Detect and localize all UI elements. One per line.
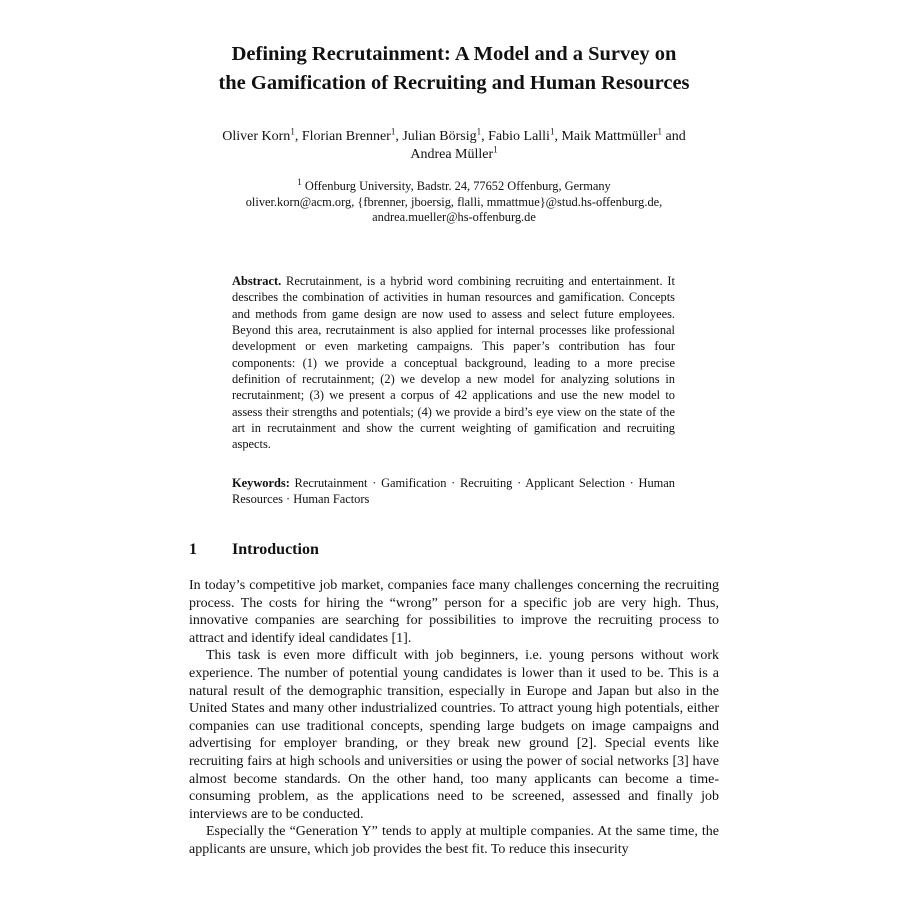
affiliation-institution: $^1$ Offenburg University, Badstr. 24, 77652 Offenburg, Germany: [297, 176, 611, 193]
author-list: [150, 128, 758, 164]
author-line-2: [150, 146, 758, 164]
author-name: Oliver Korn: [222, 129, 291, 144]
keywords-label: Keywords:: [232, 476, 290, 490]
abstract-text: Recrutainment, is a hybrid word combining recruiting and entertainment. It describes the combination of activities in human resources and gamification. Concepts and methods from game design are now used to assess and select future employees. Beyond this area, recrutainment is also applied for internal processes like professional development or even marketing campaigns. This paper’s contribution has four components: (1) we provide a conceptual background, leading to a more precise definition of recrutainment; (2) we develop a new model for analyzing solutions in recrutainment; (3) we present a corpus of 42 applications and use the new model to assess their strengths and potentials; (4) we provide a bird’s eye view on the state of the art in recrutainment and show the current weighting of gamification and recruiting aspects.: [232, 274, 675, 452]
affiliation-emails-1: oliver.korn@acm.org, {fbrenner, jboersig, flalli, mmattmue}@stud.hs-offenburg.de,: [245, 194, 663, 209]
body-paragraph-1: In today’s competitive job market, companies face many challenges concerning the recruiting process. The costs for hiring the “wrong” person for a specific job are very high. Thus, innovative companies are searching for possibilities to improve the recruiting process to attract and identify ideal candidates [1].: [189, 578, 719, 646]
author-name: Fabio Lalli: [488, 129, 550, 144]
paper-title-line-1: Defining Recrutainment: A Model and a Survey on: [231, 43, 677, 65]
author-name: Julian Börsig: [402, 129, 477, 144]
author-name: Andrea Müller: [410, 147, 494, 162]
keywords-text: Recrutainment · Gamification · Recruiting · Applicant Selection · Human Resources · Human Factors: [232, 476, 675, 507]
keywords-paragraph: [232, 475, 675, 508]
abstract: [232, 273, 675, 453]
keywords: [232, 475, 675, 508]
paper-title: [150, 40, 758, 98]
author-name: Florian Brenner: [301, 129, 391, 144]
section-heading: [189, 540, 319, 560]
affiliation-marker: 1: [493, 144, 498, 155]
section-number: 1: [189, 541, 197, 558]
affiliation-marker: 1: [390, 126, 396, 137]
affiliation-emails-2: andrea.mueller@hs-offenburg.de: [372, 210, 536, 224]
affiliation-marker: 1: [290, 126, 295, 137]
body-text: [189, 577, 719, 859]
body-paragraph-2: This task is even more difficult with job beginners, i.e. young persons without work experience. The number of potential young candidates is lower than it used to be. This is a natural result of the demographic transition, especially in Europe and Japan but also in the United States and many other industrialized countries. To attract young high potentials, either companies can use traditional concepts, spending large budgets on image campaigns and advertising for employer branding, or they break new ground [2]. Special events like recruiting fairs at high schools and universities or using the power of social networks [3] have almost become standards. On the other hand, too many applicants can become a time-consuming problem, as the applications need to be screened, assessed and finally job interviews are to be conducted.: [189, 648, 719, 822]
author-name: Maik Mattmüller: [561, 129, 658, 144]
affiliation-marker: 1: [297, 176, 302, 187]
affiliation-marker: 1: [476, 126, 482, 137]
affiliation-block: [150, 176, 758, 226]
section-title: Introduction: [232, 541, 319, 558]
body-paragraph-3: Especially the “Generation Y” tends to apply at multiple companies. At the same time, the applicants are unsure, which job provides the best fit. To reduce this insecurity: [189, 824, 719, 857]
author-line-1: Oliver Korn$^1$, Florian Brenner$^1$, Julian Börsig$^1$, Fabio Lalli$^1$, Maik Mattmüller$^1$ and: [222, 126, 686, 144]
abstract-paragraph: [232, 273, 675, 453]
affiliation-marker: 1: [657, 126, 662, 137]
affiliation-marker: 1: [549, 126, 555, 137]
abstract-label: Abstract.: [232, 274, 282, 288]
paper-title-line-2: the Gamification of Recruiting and Human Resources: [218, 72, 690, 94]
